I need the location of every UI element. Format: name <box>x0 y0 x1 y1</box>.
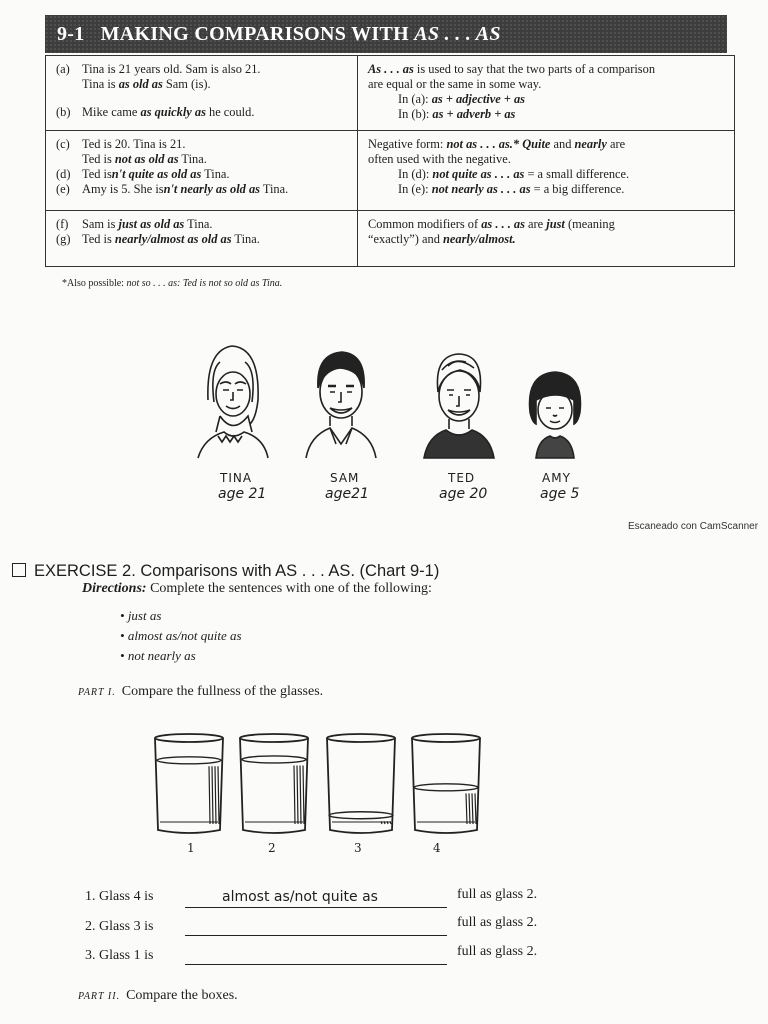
person-age-amy: age 5 <box>540 486 580 502</box>
chart-title: MAKING COMPARISONS WITH <box>100 23 415 45</box>
person-name-ted: TED <box>448 471 476 485</box>
example-f: (f) Sam is just as old as Tina. <box>56 217 213 231</box>
person-age-ted: age 20 <box>439 486 488 502</box>
grammar-chart-table <box>45 55 735 267</box>
row2-examples <box>46 131 358 211</box>
option-item: • not nearly as <box>120 648 196 663</box>
amy-face-icon <box>530 372 581 458</box>
question-3-tail: full as glass 2. <box>457 944 538 959</box>
tina-face-icon <box>198 346 268 458</box>
person-name-sam: SAM <box>330 471 360 485</box>
exercise-title: EXERCISE 2. Comparisons with AS . . . AS. (Chart 9-1) <box>12 562 439 581</box>
row2-explanation: Negative form: not as . . . as.* Quite and nearly are often used with the negative. In (d): not quite as . . . as = a small difference. In (e): not nearly as . . . as = a big difference. <box>358 131 734 211</box>
answer-1-handwritten: almost as/not quite as <box>222 889 378 905</box>
question-1-tail: full as glass 2. <box>457 887 538 902</box>
example-e: (e) Amy is 5. She isn't nearly as old as Tina. <box>56 182 289 196</box>
option-item: • almost as/not quite as <box>120 628 242 643</box>
ted-face-icon <box>424 354 494 458</box>
chart-title-as: AS . . . AS <box>414 23 501 45</box>
glass-3-icon <box>327 734 395 833</box>
person-age-tina: age 21 <box>218 486 267 502</box>
options-list <box>120 606 242 666</box>
example-a: (a) Tina is 21 years old. Sam is also 21. <box>56 62 261 76</box>
sam-face-icon <box>306 352 376 458</box>
glasses-illustration <box>150 730 490 855</box>
part2-heading: PART II. Compare the boxes. <box>78 988 238 1003</box>
person-name-amy: AMY <box>542 471 571 485</box>
option-item: • just as <box>120 608 162 623</box>
scanner-watermark: Escaneado con CamScanner <box>628 521 759 532</box>
row3-explanation: Common modifiers of as . . . as are just (meaning “exactly”) and nearly/almost. <box>368 217 615 246</box>
question-3-text: 3. Glass 1 is <box>85 948 154 963</box>
checkbox-icon <box>12 563 26 577</box>
part1-heading: PART I. Compare the fullness of the glasses. <box>78 684 324 699</box>
example-g: (g) Ted is nearly/almost as old as Tina. <box>56 232 260 246</box>
example-d: (d) Ted isn't quite as old as Tina. <box>56 167 230 181</box>
example-c-line2: Ted is not as old as Tina. <box>82 152 207 166</box>
glass-2-icon <box>240 734 308 833</box>
chart-number: 9-1 <box>57 23 85 45</box>
example-c: (c) Ted is 20. Tina is 21. <box>56 137 186 151</box>
question-2-tail: full as glass 2. <box>457 915 538 930</box>
answer-blank-2[interactable] <box>185 917 447 936</box>
row3-examples <box>46 211 358 266</box>
example-a-line2: Tina is as old as Sam (is). <box>82 77 211 91</box>
answer-blank-3[interactable] <box>185 946 447 965</box>
footnote: *Also possible: not so . . . as: Ted is not so old as Tina. <box>62 278 283 289</box>
question-1-text: 1. Glass 4 is <box>85 889 154 904</box>
row1-explanation: As . . . as is used to say that the two parts of a comparison are equal or the same in some way. In (a): as + adjective + as In (b): as + adverb + as <box>358 56 734 131</box>
glass-number-1: 1 <box>187 841 195 855</box>
person-name-tina: TINA <box>220 471 253 485</box>
glass-4-icon <box>412 734 480 833</box>
glass-number-4: 4 <box>433 841 441 855</box>
chart-title-banner <box>45 15 727 53</box>
glass-1-icon <box>155 734 223 833</box>
directions: Directions: Complete the sentences with one of the following: <box>82 581 432 596</box>
glass-number-3: 3 <box>354 841 362 855</box>
example-b: (b) Mike came as quickly as he could. <box>56 105 255 119</box>
row1-examples <box>46 56 358 131</box>
person-age-sam: age21 <box>325 486 369 502</box>
people-illustration <box>190 340 610 505</box>
people-drawing <box>190 340 610 465</box>
glass-number-2: 2 <box>268 841 276 855</box>
question-2-text: 2. Glass 3 is <box>85 919 154 934</box>
